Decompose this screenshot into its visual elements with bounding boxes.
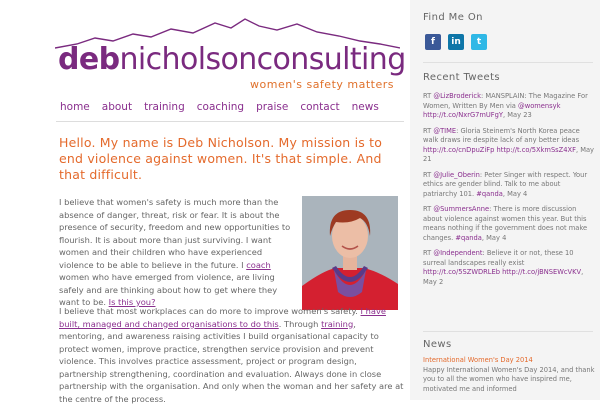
tweet-item bbox=[423, 92, 595, 121]
portrait-illustration bbox=[302, 196, 398, 310]
workplace-text-2: . Through bbox=[278, 318, 322, 329]
tweet-text: : MANSPLAIN: The Magazine For Women, Written By Men via bbox=[423, 92, 588, 110]
tweet-user-link[interactable]: @TIME bbox=[433, 126, 457, 135]
nav-coaching[interactable]: coaching bbox=[196, 101, 245, 113]
tweet-user-link[interactable]: @LizBroderick bbox=[433, 92, 481, 100]
nav-news[interactable]: news bbox=[351, 101, 379, 113]
linkedin-icon[interactable]: in bbox=[448, 34, 464, 50]
intro-paragraph bbox=[59, 196, 293, 309]
logo-tagline: women's safety matters bbox=[250, 78, 394, 91]
tweet-prefix: RT bbox=[423, 249, 434, 257]
news-item-title-link[interactable]: International Women's Day 2014 bbox=[423, 356, 533, 364]
workplace-text-1: I believe that most workplaces can do more to improve women's safety. bbox=[59, 306, 361, 316]
tweet-user-link[interactable]: @Independent bbox=[433, 249, 483, 257]
nav-about[interactable]: about bbox=[101, 101, 133, 113]
tweet-item bbox=[423, 205, 595, 243]
tweet-user-link[interactable]: @SummersAnne bbox=[433, 205, 490, 213]
find-me-on-title: Find Me On bbox=[423, 12, 483, 23]
is-this-you-link[interactable]: Is this you? bbox=[108, 297, 156, 307]
tweet-hashtag-link[interactable]: #qanda bbox=[455, 233, 482, 242]
nav-home[interactable]: home bbox=[60, 101, 90, 113]
sidebar-divider bbox=[423, 62, 593, 63]
workplace-text-3: , mentoring, and awareness raising activities I build organisational capacity to protect women, improve practice, strengthen service provision and prevent violence. This involves practice assessment, project or program design, partnership strengthening, coordination and evaluation. Always done in close partnership with the organisation. And only when the woman and her safety are at the centre of the process. bbox=[59, 318, 404, 404]
mission-heading: Hello. My name is Deb Nicholson. My mission is to end violence against women. It's that simple. And that difficult. bbox=[59, 135, 383, 182]
tweet-date: , May 4 bbox=[481, 233, 507, 242]
social-links bbox=[425, 34, 487, 50]
sidebar bbox=[410, 0, 600, 400]
logo-part-nicholson: nicholson bbox=[119, 42, 257, 77]
intro-text-2: women who have emerged from violence, are living safely and are thinking about how to get where they want to be. bbox=[59, 272, 278, 307]
tweet-date: , May 2 bbox=[423, 268, 584, 286]
logo-part-deb: deb bbox=[58, 42, 120, 77]
intro-text-1: I believe that women's safety is much more than the absence of danger, threat, risk or fear. It is about the presence of security, freedom and new opportunities to flourish. It is about more than just surviving. I want women and their children who have experienced violence to be able to believe in the future. I bbox=[59, 197, 291, 270]
tweet-date: , May 23 bbox=[503, 111, 532, 119]
tweet-hashtag-link[interactable]: #qanda bbox=[476, 189, 503, 198]
logo-part-consulting: consulting bbox=[256, 42, 406, 77]
workplace-paragraph bbox=[59, 305, 404, 405]
nav-contact[interactable]: contact bbox=[300, 101, 340, 113]
tweet-text: : There is more discussion about violence against women this year. But this means nothing if the government does not make changes. bbox=[423, 205, 588, 242]
tweet-text: : Peter Singer with respect. Your ethics are gender blind. Talk to me about patriarchy 101. bbox=[423, 170, 588, 198]
tweet-url-link[interactable]: http://t.co/NxrG7mUFgY bbox=[423, 111, 503, 119]
logo-wordmark bbox=[58, 42, 406, 78]
tweet-text: : Believe it or not, these 10 surreal landscapes really exist bbox=[423, 249, 574, 267]
tweet-text: : Gloria Steinem's North Korea peace walk draws ire despite lack of any better ideas bbox=[423, 126, 580, 144]
nav-divider bbox=[56, 121, 404, 122]
tweet-url-link[interactable]: http://t.co/cnDpuZiFp http://t.co/5XkmSsZ4XF bbox=[423, 145, 576, 154]
news-title: News bbox=[423, 339, 452, 350]
deb-portrait-photo bbox=[302, 196, 398, 310]
tweet-date: , May 4 bbox=[502, 189, 528, 198]
coach-link[interactable]: coach bbox=[246, 259, 271, 270]
recent-tweets-title: Recent Tweets bbox=[423, 72, 501, 83]
organisations-link[interactable]: I have built, managed and changed organisations to do this bbox=[59, 306, 386, 329]
tweet-url-link[interactable]: http://t.co/5SZWDRLEb http://t.co/jBNSEWcVKV bbox=[423, 268, 582, 276]
tweet-item bbox=[423, 249, 595, 287]
facebook-icon[interactable]: f bbox=[425, 34, 441, 50]
news-item-excerpt: Happy International Women's Day 2014, and thank you to all the women who have inspired me, motivated me and informed bbox=[423, 365, 595, 393]
tweet-item bbox=[423, 127, 595, 165]
news-item bbox=[423, 356, 595, 394]
site-logo[interactable] bbox=[55, 14, 406, 96]
training-link[interactable]: training bbox=[321, 318, 354, 329]
tweet-item bbox=[423, 171, 595, 200]
twitter-icon[interactable]: t bbox=[471, 34, 487, 50]
tweet-prefix: RT bbox=[423, 92, 434, 100]
tweet-mention-link[interactable]: @womensyk bbox=[518, 101, 561, 110]
tweet-date: , May 21 bbox=[423, 145, 595, 163]
tweet-prefix: RT bbox=[423, 205, 434, 213]
main-nav bbox=[60, 101, 379, 113]
sidebar-divider bbox=[423, 331, 593, 332]
tweet-prefix: RT bbox=[423, 126, 434, 135]
tweet-user-link[interactable]: @Julie_Oberin bbox=[433, 170, 480, 179]
nav-praise[interactable]: praise bbox=[256, 101, 289, 113]
tweet-prefix: RT bbox=[423, 170, 434, 179]
tweet-list bbox=[423, 92, 595, 293]
nav-training[interactable]: training bbox=[144, 101, 185, 113]
